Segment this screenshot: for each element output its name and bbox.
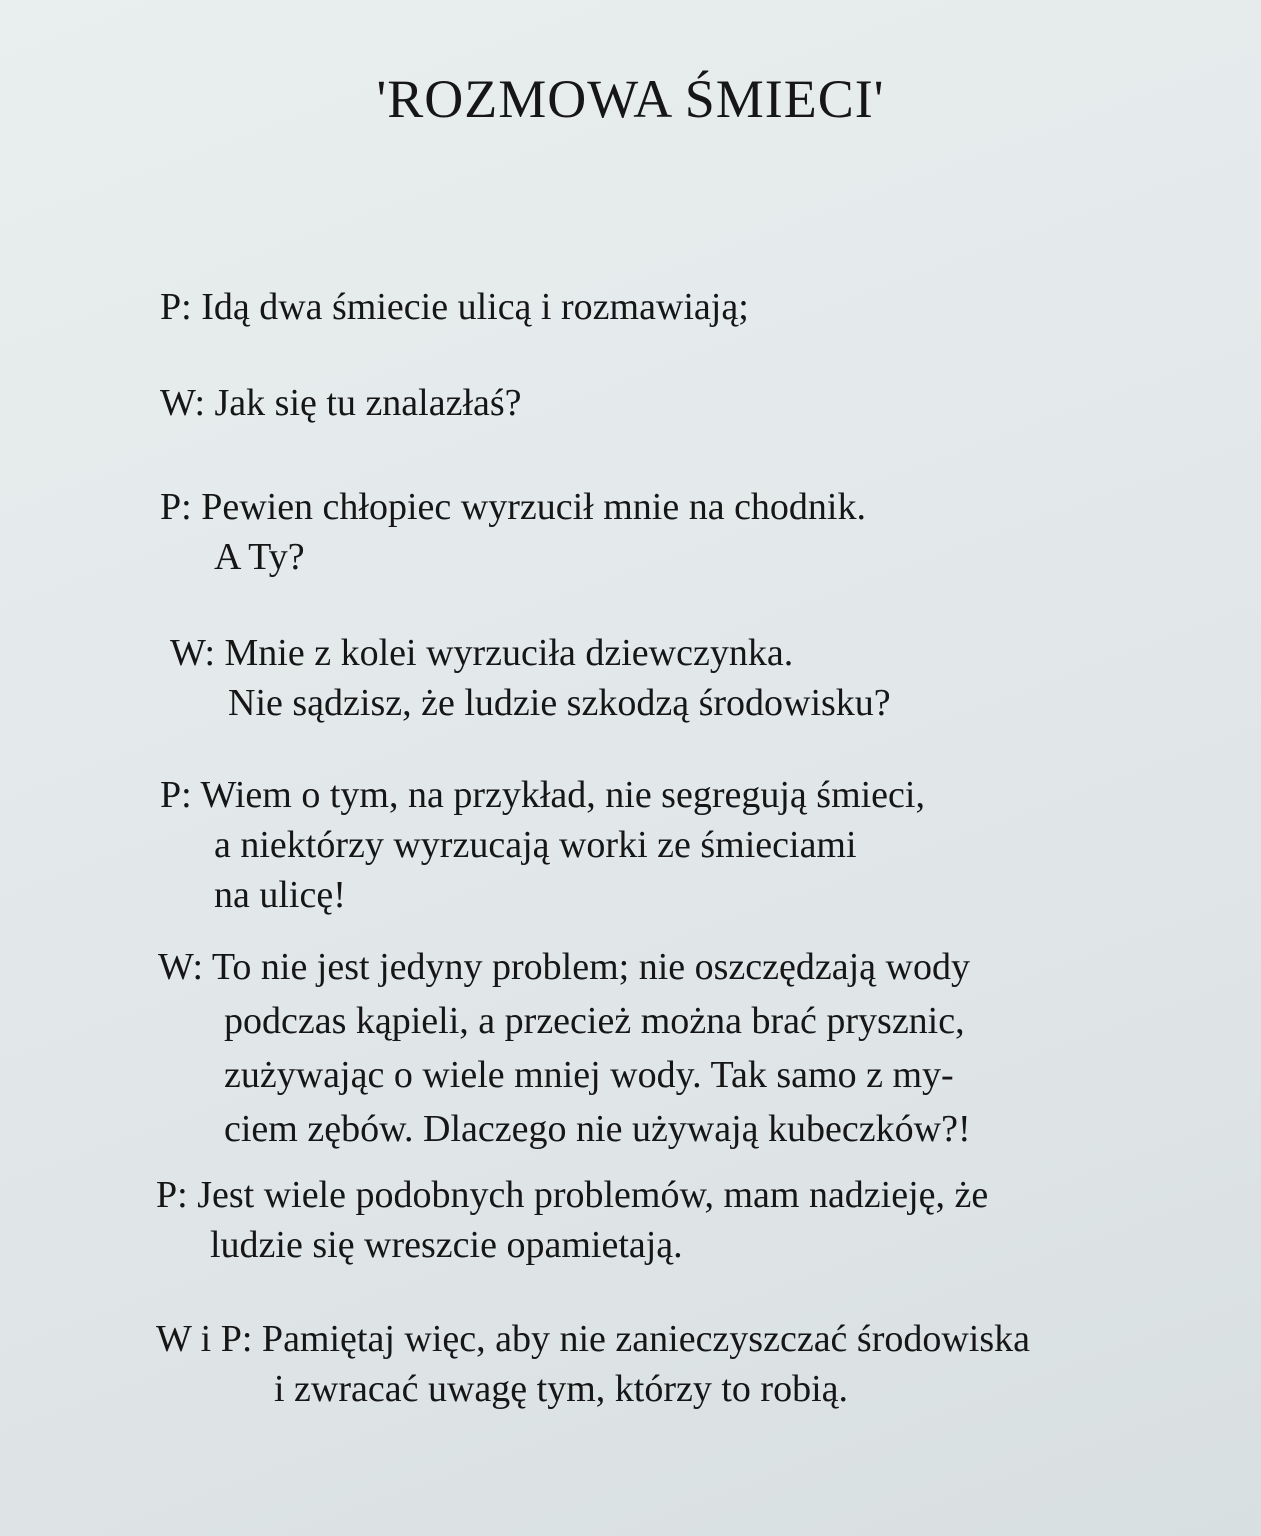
dialogue-line: W: To nie jest jedyny problem; nie oszczędzają wody: [158, 946, 970, 988]
dialogue-turn: [170, 628, 891, 728]
dialogue-line: P: Idą dwa śmiecie ulicą i rozmawiają;: [160, 286, 749, 328]
dialogue-line: ciem zębów. Dlaczego nie używają kubeczków?!: [224, 1108, 971, 1150]
dialogue-line: na ulicę!: [214, 874, 346, 916]
dialogue-line: W i P: Pamiętaj więc, aby nie zanieczyszczać środowiska: [156, 1318, 1031, 1360]
dialogue-line: A Ty?: [214, 536, 305, 578]
dialogue-line: i zwracać uwagę tym, którzy to robią.: [274, 1368, 848, 1410]
document-title: 'ROZMOWA ŚMIECI': [376, 69, 885, 129]
dialogue-line: P: Wiem o tym, na przykład, nie segregują śmieci,: [160, 774, 925, 816]
dialogue-line: P: Jest wiele podobnych problemów, mam nadzieję, że: [156, 1174, 989, 1216]
dialogue-line: podczas kąpieli, a przecież można brać prysznic,: [224, 1000, 965, 1042]
dialogue-line: zużywając o wiele mniej wody. Tak samo z my-: [224, 1054, 954, 1096]
dialogue-turn: [158, 940, 971, 1156]
dialogue-line: W: Jak się tu znalazłaś?: [160, 382, 522, 424]
dialogue-line: ludzie się wreszcie opamietają.: [210, 1224, 683, 1266]
dialogue-line: Nie sądzisz, że ludzie szkodzą środowisku?: [228, 682, 891, 724]
dialogue-line: W: Mnie z kolei wyrzuciła dziewczynka.: [170, 632, 794, 674]
dialogue-turn: [160, 378, 522, 428]
dialogue-turn: [160, 770, 925, 920]
dialogue-turn: [156, 1314, 1030, 1414]
dialogue-turn: [160, 282, 749, 332]
dialogue-line: a niektórzy wyrzucają worki ze śmieciami: [214, 824, 857, 866]
dialogue-turn: [156, 1170, 988, 1270]
dialogue-line: P: Pewien chłopiec wyrzucił mnie na chodnik.: [160, 486, 866, 528]
dialogue-turn: [160, 482, 866, 582]
